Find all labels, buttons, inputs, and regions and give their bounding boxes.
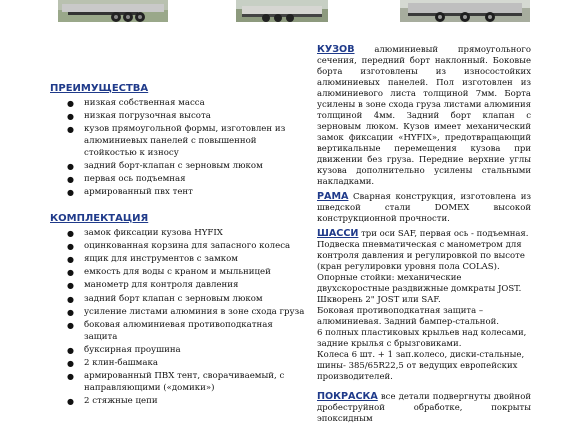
list-item: ● 2 клин-башмака [67,358,158,368]
list-item: ● манометр для контроля давления [67,280,239,291]
list-item: ● армированный ПВХ тент, сворачиваемый, с направляющими («домики») [67,371,285,393]
list-item: ● ящик для инструментов с замком [67,254,238,265]
list-item: ● низкая погрузочная высота [67,111,211,122]
bullet-icon: ● [67,228,74,238]
equipment-section [50,212,308,408]
list-item: ● первая ось подъемная [67,173,186,184]
bullet-icon: ● [67,241,74,251]
chassis-line: Боковая противоподкатная защита – алюминиевая. Задний бампер-стальной. [317,306,499,327]
list-item: ● кузов прямоугольной формы, изготовлен из алюминиевых панелей с повышенной стойкостью к износу [67,124,286,158]
paint-paragraph [317,391,531,425]
bullet-icon: ● [67,99,74,108]
chassis-line: Подвеска пневматическая с манометром для контроля давления и регулировкой по высоте (кран регулировки уровня пола COLAS). [317,240,525,272]
bullet-icon: ● [67,112,74,122]
list-item: ● армированный пвх тент [67,187,193,198]
bullet-icon: ● [67,268,74,278]
frame-paragraph [317,191,531,225]
chassis-line: 6 полных пластиковых крыльев над колесами, задние крылья с брызговиками. [317,328,527,349]
body-text: алюминиевый прямоугольного сечения, передний борт наклонный. Боковые борта изготовлены из износостойких алюминиевых панелей. Пол изготовлен из алюминиевого листа толщиной 7мм. Борта усилены в зоне схода груза листами алюминия толщиной 4мм. Задний борт клапан с зерновым люком. Кузов имеет механический замок фиксации «HYFIX», предотвращающий вертикальные перемещения кузова при движении без груза. Передние верхние углы кузова дополнительно усилены стальными накладками. [317,45,532,187]
equipment-heading: КОМПЛЕКТАЦИЯ [50,212,149,224]
bullet-icon: ● [67,345,74,355]
advantages-section [50,82,308,199]
advantages-heading: ПРЕИМУЩЕСТВА [50,83,149,94]
bullet-icon: ● [67,372,74,382]
chassis-line: Колеса 6 шт. + 1 зап.колесо, диски-стальные, шины- 385/65R22,5 от ведущих европейских производителей. [317,350,525,382]
bullet-icon: ● [67,307,74,317]
paint-key: ПОКРАСКА [317,391,378,402]
chassis-line: Опорные стойки: механические двухскоростные раздвижные домкраты JOST. [317,273,522,294]
advantages-list [50,98,308,199]
frame-key: РАМА [317,191,349,202]
list-item: ● буксирная проушина [67,344,181,355]
chassis-line: Шкворень 2" JOST или SAF. [317,295,441,305]
trailer-photo-2 [236,0,328,22]
list-item: ● боковая алюминиевая противоподкатная защита [67,320,273,342]
bullet-icon: ● [67,174,74,184]
list-item: ● 2 стяжные цепи [67,395,158,406]
body-key: КУЗОВ [317,44,355,55]
left-column [50,82,308,409]
list-item: ● задний борт клапан с зерновым люком [67,293,263,304]
list-item: ● усиление листами алюминия в зоне схода груза [67,306,305,317]
bullet-icon: ● [67,188,74,198]
right-column [317,44,531,428]
list-item: ● емкость для воды с краном и мыльницей [67,267,271,278]
bullet-icon: ● [67,396,74,406]
list-item: ● замок фиксации кузова HYFIX [67,227,223,238]
chassis-key: ШАССИ [317,228,359,239]
list-item: ● оцинкованная корзина для запасного колеса [67,240,291,251]
bullet-icon: ● [67,125,74,135]
chassis-text: три оси SAF, первая ось - подъемная. [358,229,529,239]
list-item: ● задний борт-клапан с зерновым люком [67,160,263,171]
chassis-section [317,228,531,383]
trailer-photo-3 [400,0,530,22]
paint-text: все детали подвергнуты двойной дробеструйной обработке, покрыты эпоксидным [317,392,531,424]
body-paragraph [317,44,531,188]
list-item: ● низкая собственная масса [67,98,205,108]
frame-text: Сварная конструкция, изготовлена из шведской стали DOMEX высокой конструкционной прочности. [317,192,531,224]
bullet-icon: ● [67,255,74,265]
bullet-icon: ● [67,294,74,304]
bullet-icon: ● [67,359,74,368]
bullet-icon: ● [67,321,74,331]
trailer-photo-1 [58,0,168,22]
bullet-icon: ● [67,281,74,291]
bullet-icon: ● [67,161,74,171]
chassis-paragraph [317,228,531,240]
equipment-list [50,228,308,408]
